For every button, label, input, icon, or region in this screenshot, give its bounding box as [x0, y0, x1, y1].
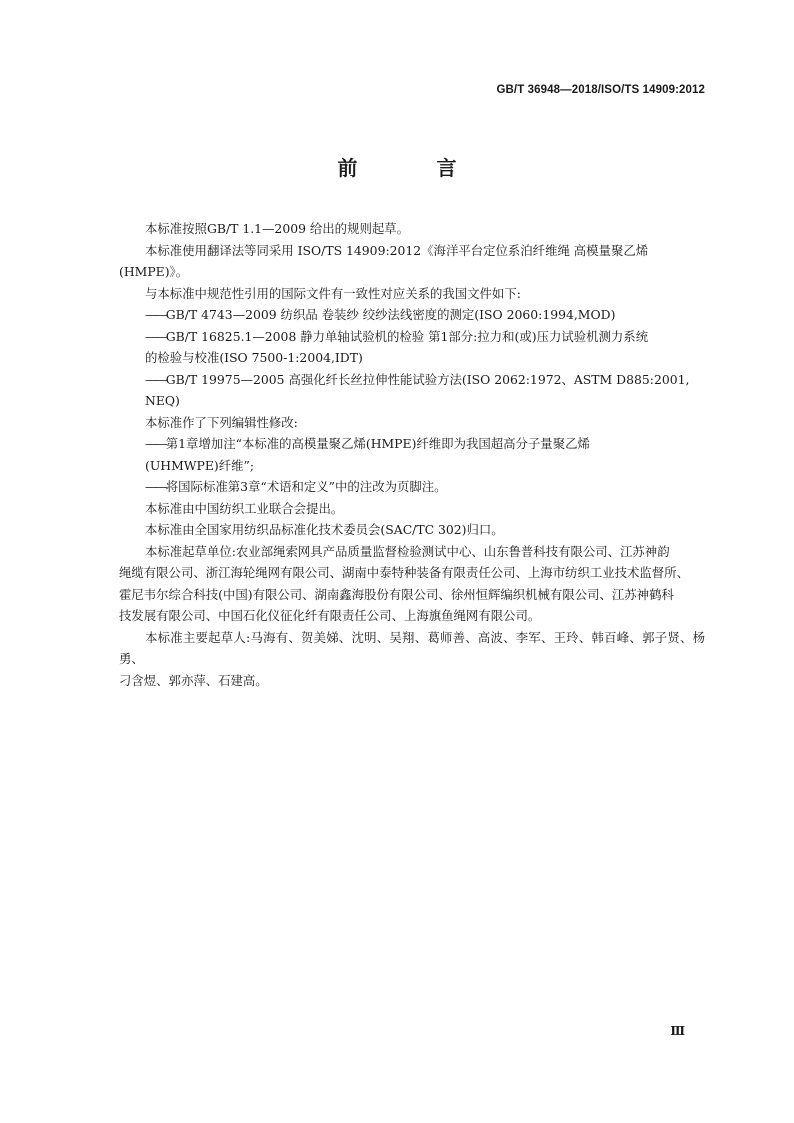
page-title: 前 言: [337, 156, 493, 180]
dash-symbol: ——: [145, 307, 166, 322]
reference-item-3-cont: NEQ): [145, 393, 180, 408]
modification-item-2: [119, 476, 705, 498]
reference-text: GB/T 4743—2009 纺织品 卷装纱 绞纱法线密度的测定(ISO 2060:1994,MOD): [165, 307, 616, 322]
page-number: Ⅲ: [670, 1024, 685, 1038]
reference-item-2: [119, 326, 705, 348]
paragraph-drafters-cont: 刁含煜、郭亦萍、石建高。: [119, 672, 268, 688]
paragraph-translation: 本标准使用翻译法等同采用 ISO/TS 14909:2012《海洋平台定位系泊纤维绳 高模量聚乙烯: [145, 242, 649, 258]
reference-item-2-cont: 的检验与校准(ISO 7500-1:2004,IDT): [145, 350, 363, 365]
modification-text: 第1章增加注“本标准的高模量聚乙烯(HMPE)纤维即为我国超高分子量聚乙烯: [165, 436, 590, 451]
reference-text: GB/T 19975—2005 高强化纤长丝拉伸性能试验方法(ISO 2062:1972、ASTM D885:2001,: [165, 371, 690, 387]
paragraph-translation-cont: (HMPE)》。: [119, 264, 189, 279]
paragraph-drafting-units-cont-2: 霍尼韦尔综合科技(中国)有限公司、湖南鑫海股份有限公司、徐州恒辉编织机械有限公司、江苏神鹤科: [119, 586, 674, 602]
paragraph-drafters: 本标准主要起草人:马海有、贺美娣、沈明、吴翔、葛师善、高波、李军、王玲、韩百峰、郭子贤、杨勇、: [119, 629, 705, 666]
reference-item-1: [119, 304, 705, 326]
dash-symbol: ——: [145, 328, 166, 344]
paragraph-under-jurisdiction: 本标准由全国家用纺织品标准化技术委员会(SAC/TC 302)归口。: [145, 522, 504, 537]
paragraph-references-intro: 与本标准中规范性引用的国际文件有一致性对应关系的我国文件如下:: [145, 285, 521, 301]
dash-symbol: ——: [145, 479, 166, 494]
paragraph-drafting-units-cont-3: 技发展有限公司、中国石化仪征化纤有限责任公司、上海旗鱼绳网有限公司。: [119, 608, 541, 623]
modification-item-1: [119, 433, 705, 455]
foreword-body: [119, 218, 705, 691]
standard-code-header: GB/T 36948—2018/ISO/TS 14909:2012: [496, 84, 705, 96]
paragraph-editorial-intro: 本标准作了下列编辑性修改:: [145, 414, 298, 430]
dash-symbol: ——: [145, 371, 166, 387]
modification-item-1-cont: (UHMWPE)纤维”;: [145, 457, 255, 473]
modification-text: 将国际标准第3章“术语和定义”中的注改为页脚注。: [165, 479, 447, 494]
paragraph-drafting-units: 本标准起草单位:农业部绳索网具产品质量监督检验测试中心、山东鲁普科技有限公司、江苏神韵: [145, 543, 670, 559]
paragraph-drafting-rules: 本标准按照GB/T 1.1—2009 给出的规则起草。: [145, 221, 410, 236]
reference-item-3: [119, 369, 705, 391]
paragraph-proposed-by: 本标准由中国纺织工业联合会提出。: [145, 500, 344, 516]
dash-symbol: ——: [145, 436, 166, 451]
paragraph-drafting-units-cont-1: 绳缆有限公司、浙江海轮绳网有限公司、湖南中泰特种装备有限责任公司、上海市纺织工业技术监督所、: [119, 565, 689, 580]
reference-text: GB/T 16825.1—2008 静力单轴试验机的检验 第1部分:拉力和(或)压力试验机测力系统: [165, 328, 649, 344]
